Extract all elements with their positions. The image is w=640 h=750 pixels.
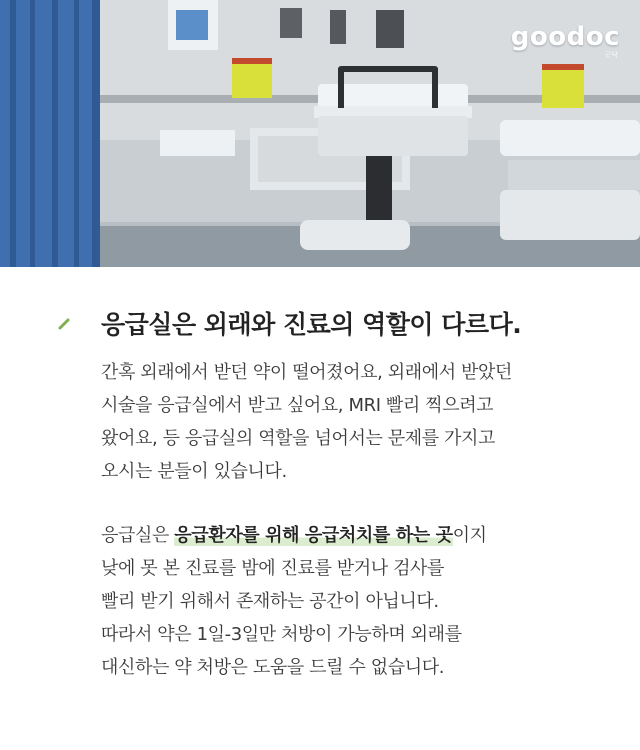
paragraph-2-suffix: 이지 <box>452 525 487 546</box>
paragraph-2-line: 대신하는 약 처방은 도움을 드릴 수 없습니다. <box>101 657 445 678</box>
paragraph-1-line: 오시는 분들이 있습니다. <box>101 461 287 482</box>
paragraph-2-line: 따라서 약은 1일-3일만 처방이 가능하며 외래를 <box>101 624 462 645</box>
paragraph-1-line: 왔어요, 등 응급실의 역할을 넘어서는 문제를 가지고 <box>101 428 495 449</box>
paragraph-2-line-1 <box>101 519 601 552</box>
article-content <box>0 267 640 750</box>
paragraph-2-prefix: 응급실은 <box>101 525 175 546</box>
section-heading: 응급실은 외래와 진료의 역할이 다르다. <box>101 310 522 339</box>
highlighted-phrase: 응급환자를 위해 응급처치를 하는 곳 <box>174 525 453 546</box>
goodoc-logo: goodoc <box>510 22 620 52</box>
paragraph-2-line: 빨리 받기 위해서 존재하는 공간이 아닙니다. <box>101 591 439 612</box>
goodoc-logo-subtext: 굿닥 <box>604 51 618 59</box>
paragraph-1-line: 시술을 응급실에서 받고 싶어요, MRI 빨리 찍으려고 <box>101 395 494 416</box>
leaf-accent-icon <box>58 318 70 330</box>
paragraph-1-line: 간혹 외래에서 받던 약이 떨어졌어요, 외래에서 받았던 <box>101 362 512 383</box>
paragraph-2 <box>101 519 601 684</box>
hero-photo-emergency-room <box>0 0 640 267</box>
paragraph-1 <box>101 356 601 488</box>
paragraph-2-line: 낮에 못 본 진료를 밤에 진료를 받거나 검사를 <box>101 558 445 579</box>
